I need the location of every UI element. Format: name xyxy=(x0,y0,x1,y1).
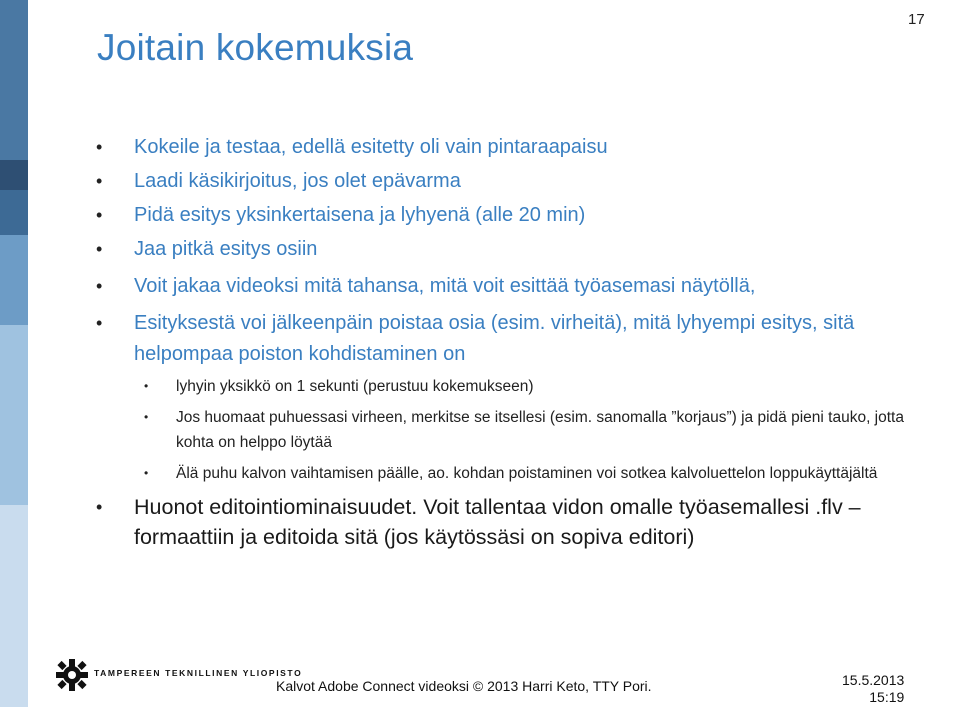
bullet-glyph: • xyxy=(96,276,103,296)
bullet-glyph: • xyxy=(96,137,103,157)
bullet-glyph: • xyxy=(96,171,103,191)
slide-number: 17 xyxy=(908,11,925,28)
bullet-item: • Esityksestä voi jälkeenpäin poistaa osia (esim. virheitä), mitä lyhyempi esitys, sitä helpompaa poiston kohdistaminen on xyxy=(96,308,916,370)
bullet-glyph: • xyxy=(96,239,103,259)
bullet-item: • Huonot editointiominaisuudet. Voit tallentaa vidon omalle työasemallesi .flv –formaattiin ja editoida sitä (jos käytössäsi on sopiva editori) xyxy=(96,492,916,552)
bullet-glyph: • xyxy=(96,313,103,333)
slide-title: Joitain kokemuksia xyxy=(97,27,414,68)
footer-datetime xyxy=(842,672,904,706)
bullet-glyph: • xyxy=(144,466,149,480)
university-logo-text: TAMPEREEN TEKNILLINEN YLIOPISTO xyxy=(94,668,303,678)
sub-bullet-item: • lyhyin yksikkö on 1 sekunti (perustuu kokemukseen) xyxy=(96,374,916,399)
bullet-glyph: • xyxy=(144,379,149,393)
sub-bullet-item: • Älä puhu kalvon vaihtamisen päälle, ao. kohdan poistaminen voi sotkea kalvoluettelon loppukäyttäjältä xyxy=(96,461,916,486)
bullet-item: • Pidä esitys yksinkertaisena ja lyhyenä (alle 20 min) xyxy=(96,200,916,231)
bullet-item: • Laadi käsikirjoitus, jos olet epävarma xyxy=(96,166,916,197)
decorative-sidebar xyxy=(0,0,28,707)
footer-date: 15.5.2013 xyxy=(842,672,905,688)
bullet-list xyxy=(96,132,916,552)
bullet-glyph: • xyxy=(96,497,103,517)
university-logo-icon xyxy=(55,658,89,692)
sub-bullet-item: • Jos huomaat puhuessasi virheen, merkitse se itsellesi (esim. sanomalla ”korjaus”) ja pidä pieni tauko, jotta kohta on helppo löytää xyxy=(96,405,916,455)
bullet-item: • Voit jakaa videoksi mitä tahansa, mitä voit esittää työasemasi näytöllä, xyxy=(96,271,916,302)
bullet-item: • Jaa pitkä esitys osiin xyxy=(96,234,916,265)
bullet-glyph: • xyxy=(96,205,103,225)
footer-time: 15:19 xyxy=(869,689,905,705)
bullet-glyph: • xyxy=(144,410,149,424)
footer-text: Kalvot Adobe Connect videoksi © 2013 Harri Keto, TTY Pori. xyxy=(276,678,652,694)
bullet-item: • Kokeile ja testaa, edellä esitetty oli vain pintaraapaisu xyxy=(96,132,916,163)
